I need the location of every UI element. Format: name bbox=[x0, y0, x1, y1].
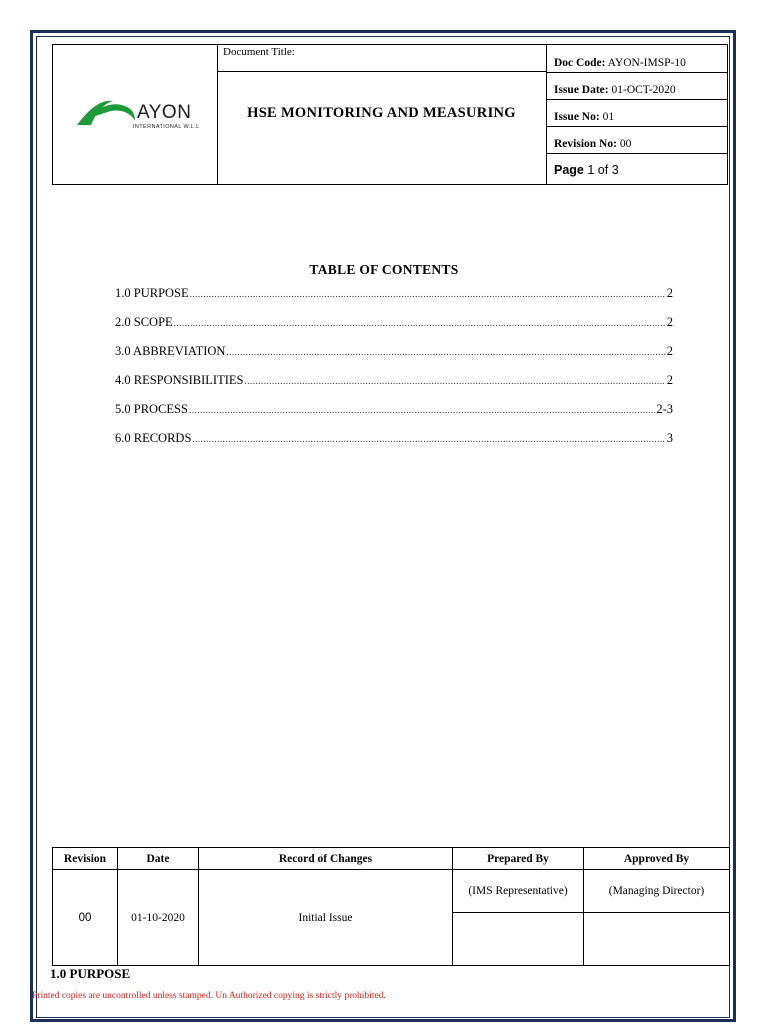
revision-no-value: 00 bbox=[619, 138, 632, 150]
issue-date-label: Issue Date: bbox=[554, 84, 609, 96]
revision-no-row bbox=[547, 127, 728, 154]
document-meta bbox=[546, 45, 728, 184]
table-header-row bbox=[53, 848, 730, 870]
page-row bbox=[547, 154, 728, 184]
approved-signature-cell bbox=[584, 913, 730, 966]
issue-no-value: 01 bbox=[602, 111, 615, 123]
toc-item-process[interactable] bbox=[115, 402, 673, 431]
prepared-by-cell: (IMS Representative) bbox=[453, 870, 584, 913]
col-header-date: Date bbox=[118, 848, 199, 870]
doc-code-value: AYON-IMSP-10 bbox=[607, 57, 686, 69]
prepared-signature-cell bbox=[453, 913, 584, 966]
toc-leader bbox=[244, 376, 665, 386]
toc-leader bbox=[189, 405, 655, 415]
footer-disclaimer: Printed copies are uncontrolled unless stamped. Un Authorized copying is strictly prohibited. bbox=[32, 991, 386, 1001]
document-title: HSE MONITORING AND MEASURING bbox=[247, 105, 516, 121]
table-of-contents bbox=[115, 286, 673, 460]
toc-item-label: 3.0 ABBREVIATION bbox=[115, 344, 226, 358]
date-cell: 01-10-2020 bbox=[118, 870, 199, 966]
toc-item-purpose[interactable] bbox=[115, 286, 673, 315]
toc-item-page: 2 bbox=[666, 315, 673, 329]
logo-wordmark: AYON bbox=[137, 102, 192, 123]
toc-item-page: 2 bbox=[666, 344, 673, 358]
toc-item-label: 4.0 RESPONSIBILITIES bbox=[115, 373, 244, 387]
issue-no-row bbox=[547, 100, 728, 127]
toc-leader bbox=[190, 289, 666, 299]
logo-subtitle: INTERNATIONAL W.L.L bbox=[133, 124, 200, 130]
document-header bbox=[52, 44, 728, 185]
toc-leader bbox=[226, 347, 665, 357]
revision-no-label: Revision No: bbox=[554, 138, 617, 150]
document-title-label: Document Title: bbox=[217, 45, 546, 72]
toc-leader bbox=[192, 434, 665, 444]
col-header-prepared: Prepared By bbox=[453, 848, 584, 870]
record-cell: Initial Issue bbox=[199, 870, 453, 966]
page-number: 1 of 3 bbox=[587, 163, 619, 177]
toc-item-page: 2-3 bbox=[656, 402, 673, 416]
issue-date-value: 01-OCT-2020 bbox=[611, 84, 676, 96]
toc-leader bbox=[174, 318, 666, 328]
toc-item-page: 2 bbox=[666, 286, 673, 300]
issue-no-label: Issue No: bbox=[554, 111, 600, 123]
issue-date-row bbox=[547, 73, 728, 100]
toc-item-abbreviation[interactable] bbox=[115, 344, 673, 373]
doc-code-label: Doc Code: bbox=[554, 57, 606, 69]
col-header-record: Record of Changes bbox=[199, 848, 453, 870]
toc-item-responsibilities[interactable] bbox=[115, 373, 673, 402]
page-label: Page bbox=[554, 163, 584, 177]
section-heading-purpose: 1.0 PURPOSE bbox=[50, 966, 131, 981]
toc-item-records[interactable] bbox=[115, 431, 673, 460]
col-header-revision: Revision bbox=[53, 848, 118, 870]
approved-by-cell: (Managing Director) bbox=[584, 870, 730, 913]
table-row bbox=[53, 870, 730, 913]
logo-cell bbox=[53, 45, 218, 184]
toc-item-label: 2.0 SCOPE bbox=[115, 315, 173, 329]
toc-item-label: 5.0 PROCESS bbox=[115, 402, 188, 416]
revision-cell: 00 bbox=[53, 870, 118, 966]
toc-item-page: 3 bbox=[666, 431, 673, 445]
col-header-approved: Approved By bbox=[584, 848, 730, 870]
doc-code-row bbox=[547, 45, 728, 73]
toc-item-label: 1.0 PURPOSE bbox=[115, 286, 189, 300]
revision-table bbox=[52, 847, 730, 966]
toc-item-scope[interactable] bbox=[115, 315, 673, 344]
toc-title: TABLE OF CONTENTS bbox=[309, 262, 459, 277]
toc-item-page: 2 bbox=[666, 373, 673, 387]
ayon-logo-icon bbox=[75, 95, 139, 129]
toc-item-label: 6.0 RECORDS bbox=[115, 431, 192, 445]
